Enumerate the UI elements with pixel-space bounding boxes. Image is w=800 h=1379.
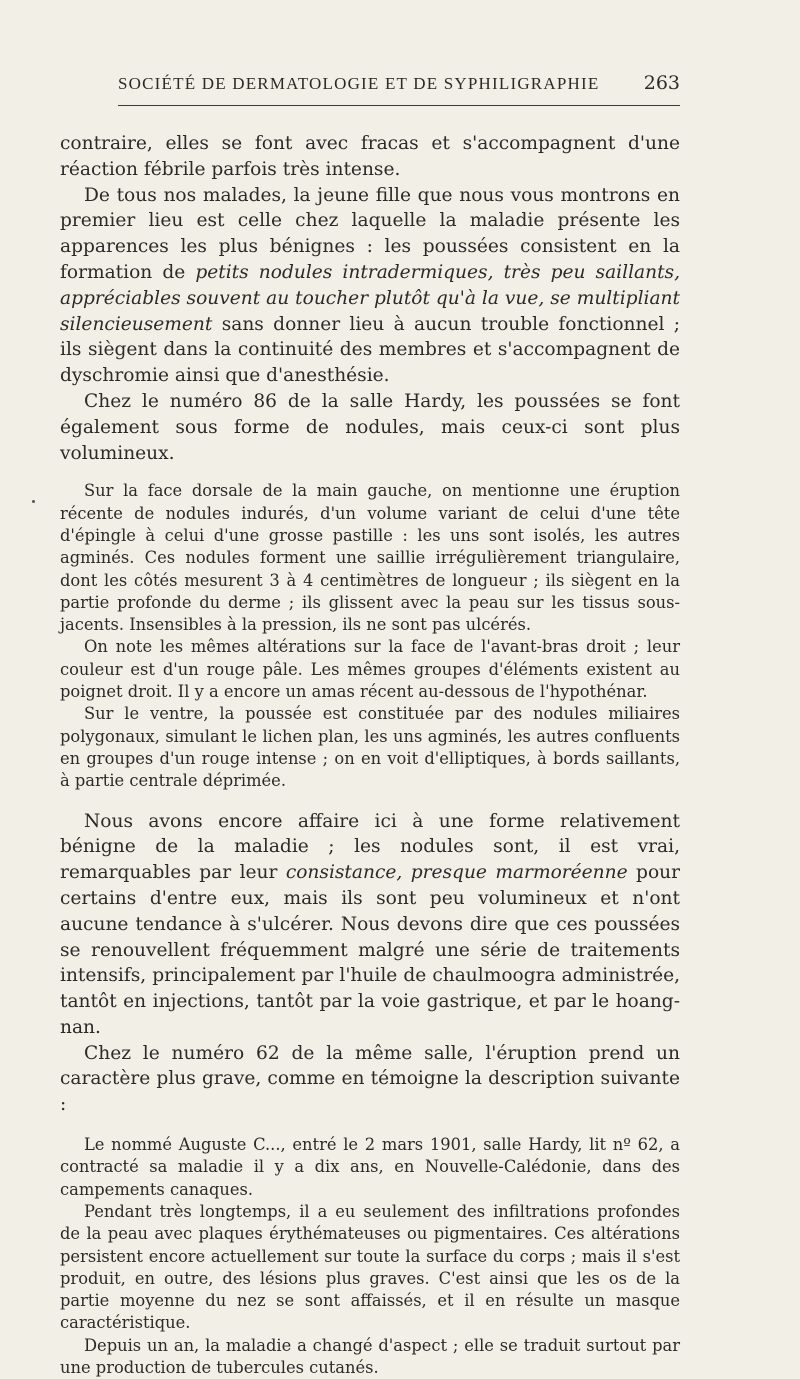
note-paragraph: On note les mêmes altérations sur la face de l'avant-bras droit ; leur couleur est d'un rouge pâle. Les mêmes groupes d'éléments existent au poignet droit. Il y a encore un amas récent au-dessous de l'hypothénar.: [60, 637, 680, 702]
header-rule: [118, 105, 680, 106]
note-paragraph: Depuis un an, la maladie a changé d'aspect ; elle se traduit surtout par une production de tubercules cutanés.: [60, 1335, 680, 1378]
note-paragraph: Sur la face dorsale de la main gauche, on mentionne une éruption récente de nodules indurés, d'un volume variant de celui d'une tête d'épingle à celui d'une grosse pastille : les uns sont isolés, les autres agminés. Ces nodules forment une saillie irrégulièrement triangulaire, dont les côtés mesurent 3 à 4 centimètres de longueur ; ils siègent en la partie profonde du derme ; ils glissent avec la peau sur les tissus sous-jacents. Insensibles à la pression, ils ne sont pas ulcérés.: [60, 481, 680, 635]
paragraph: Chez le numéro 86 de la salle Hardy, les poussées se font également sous forme de nodules, mais ceux-ci sont plus volumineux.: [60, 390, 680, 464]
paragraph: De tous nos malades, la jeune fille que nous vous montrons en premier lieu est celle chez laquelle la maladie présente les apparences les plus bénignes : les poussées consistent en la formation de petits nodules intradermiques, très peu saillants, appréciables souvent au toucher plutôt qu'à la vue, se multipliant silencieusement sans donner lieu à aucun trouble fonctionnel ; ils siègent dans la continuité des membres et s'accompagnent de dyschromie ainsi que d'anesthésie.: [60, 184, 680, 387]
italic-phrase: petits nodules intradermiques, très peu saillants, appréciables souvent au toucher plutôt qu'à la vue, se multipliant silencieusement: [60, 261, 680, 335]
note-paragraph: Le nommé Auguste C..., entré le 2 mars 1901, salle Hardy, lit nº 62, a contracté sa maladie il y a dix ans, en Nouvelle-Calédonie, dans des campements canaques.: [60, 1135, 680, 1199]
italic-phrase: consistance, presque marmoréenne: [285, 862, 628, 884]
case-notes-1: [60, 480, 680, 792]
case-notes-2: [60, 1134, 680, 1379]
running-header: [118, 72, 680, 94]
paragraph: Chez le numéro 62 de la même salle, l'éruption prend un caractère plus grave, comme en témoigne la description suivante :: [60, 1042, 680, 1116]
note-paragraph: Pendant très longtemps, il a eu seulement des infiltrations profondes de la peau avec plaques érythémateuses ou pigmentaires. Ces altérations persistent encore actuellement sur toute la surface du corps ; mais il s'est produit, en outre, des lésions plus graves. C'est ainsi que les os de la partie moyenne du nez se sont affaissés, et il en résulte un masque caractéristique.: [60, 1201, 680, 1333]
note-paragraph: Sur le ventre, la poussée est constituée par des nodules miliaires polygonaux, simulant le lichen plan, les uns agminés, les autres confluents en groupes d'un rouge intense ; on en voit d'elliptiques, à bords saillants, à partie centrale déprimée.: [60, 704, 680, 791]
margin-speck: [32, 500, 35, 503]
paragraph: contraire, elles se font avec fracas et s'accompagnent d'une réaction fébrile parfois très intense.: [60, 133, 680, 180]
page-body: [60, 131, 680, 1379]
text-block-1: [60, 131, 680, 466]
paragraph: Nous avons encore affaire ici à une forme relativement bénigne de la maladie ; les nodules sont, il est vrai, remarquables par leur consistance, presque marmoréenne pour certains d'entre eux, mais ils sont peu volumineux et n'ont aucune tendance à s'ulcérer. Nous devons dire que ces poussées se renouvellent fréquemment malgré une série de traitements intensifs, principalement par l'huile de chaulmoogra administrée, tantôt en injections, tantôt par la voie gastrique, et par le hoang-nan.: [60, 810, 681, 1038]
page-number: 263: [643, 72, 680, 94]
running-title: SOCIÉTÉ DE DERMATOLOGIE ET DE SYPHILIGRAPHIE: [118, 74, 600, 93]
text-block-2: [60, 809, 680, 1119]
